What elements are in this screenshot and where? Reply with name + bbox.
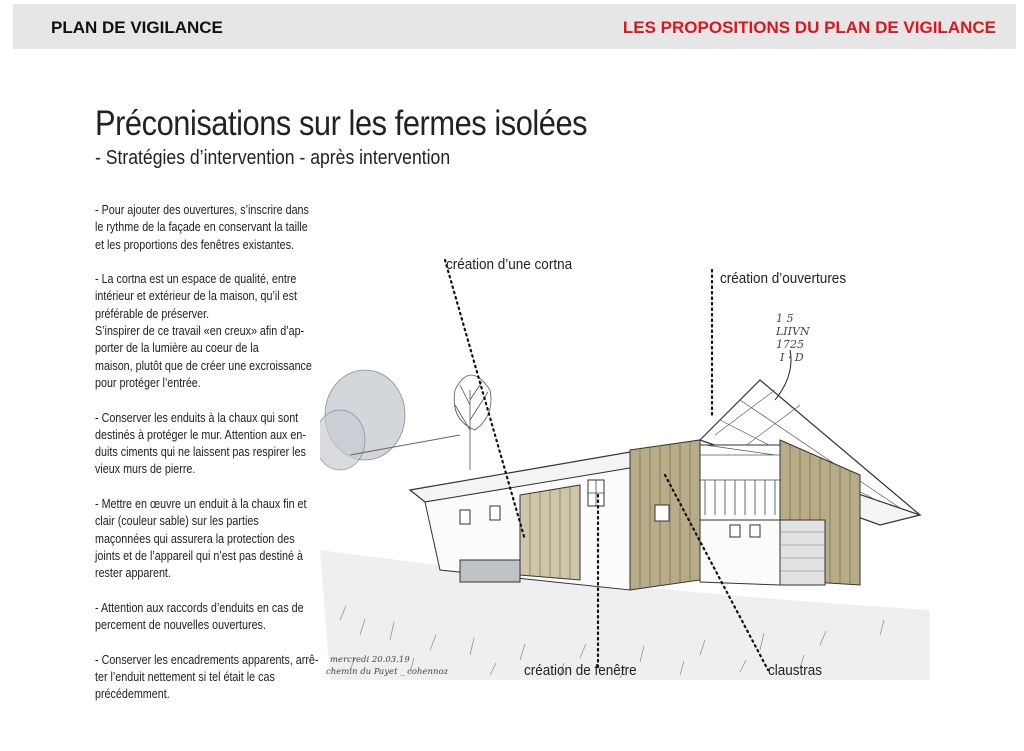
paragraph: - Pour ajouter des ouvertures, s’inscrire dans le rythme de la façade en conservant la taille et les proportions des fenêtres existantes. bbox=[95, 203, 309, 252]
paragraph: - Conserver les enduits à la chaux qui sont destinés à protéger le mur. Attention aux en- duits ciments qui ne laissent pas respirer les vieux murs de pierre. bbox=[95, 410, 306, 477]
paragraph: - La cortna est un espace de qualité, entre intérieur et extérieur de la maison, qu’il est préférable de préserver. S’inspirer de ce travail «en creux» afin d’ap- porter de la lumière au coeur de la maison, plutôt que de créer une excroissance pour protéger l’entrée. bbox=[95, 272, 312, 390]
label-ouvertures: création d’ouvertures bbox=[720, 270, 847, 287]
sketch-signature: mercredi 20.03.19 bbox=[330, 655, 410, 665]
recommendations-text bbox=[95, 202, 336, 704]
inscription-line: I · D bbox=[780, 351, 804, 364]
header-right-title: LES PROPOSITIONS DU PLAN DE VIGILANCE bbox=[622, 18, 996, 37]
farmhouse-sketch bbox=[320, 240, 940, 690]
page-title: Préconisations sur les fermes isolées bbox=[95, 104, 588, 143]
paragraph: - Mettre en œuvre un enduit à la chaux fin et clair (couleur sable) sur les parties maçonnées qui assurera la protection des joints et de l’appareil qui n’est pas destiné à rester apparent. bbox=[95, 497, 307, 581]
label-claustras: claustras bbox=[768, 662, 823, 679]
label-fenetre: création de fenêtre bbox=[524, 662, 637, 679]
paragraph: - Attention aux raccords d’enduits en cas de percement de nouvelles ouvertures. bbox=[95, 600, 304, 633]
sketch-signature: chemin du Payet _ cohennoz bbox=[326, 667, 449, 677]
header-left-title: PLAN DE VIGILANCE bbox=[51, 18, 223, 37]
page-subtitle: - Stratégies d’intervention - après intervention bbox=[95, 147, 451, 169]
label-cortna: création d’une cortna bbox=[446, 256, 573, 273]
inscription-line: LIIVN bbox=[776, 325, 810, 338]
paragraph: - Conserver les encadrements apparents, arrê- ter l’enduit nettement si tel était le cas précédemment. bbox=[95, 652, 319, 702]
inscription-line: 1 5 bbox=[776, 312, 794, 325]
inscription-line: 1725 bbox=[776, 338, 804, 351]
header-bar bbox=[13, 4, 1016, 49]
